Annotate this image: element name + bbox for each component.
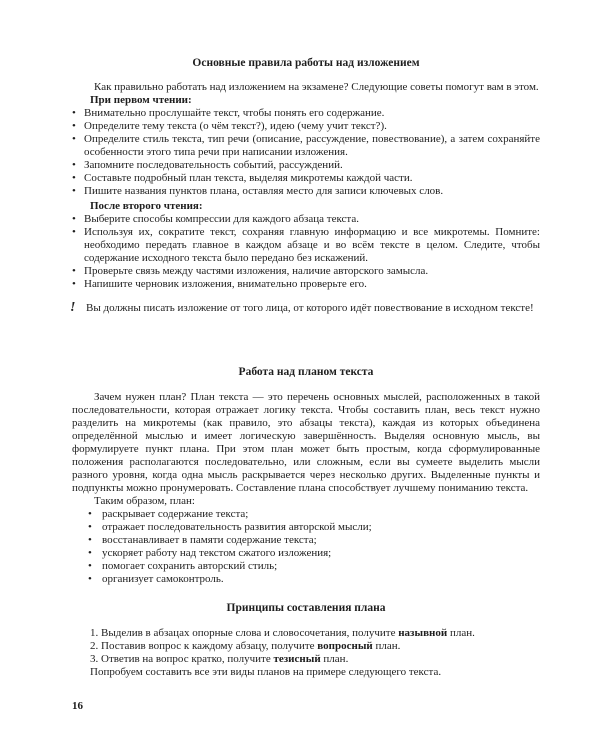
warning-note	[72, 302, 540, 315]
list-item: • ускоряет работу над текстом сжатого изложения;	[72, 547, 540, 560]
list-item: • Выберите способы компрессии для каждого абзаца текста.	[72, 213, 540, 226]
plan-functions-list	[72, 508, 540, 586]
subheading-first-reading: При первом чтении:	[90, 94, 192, 106]
section-title: Принципы составления плана	[226, 602, 386, 614]
plan-paragraph: Зачем нужен план? План текста — это перечень основных мыслей, расположенных в такой последовательности, которая отражает логику текста. Чтобы составить план, весь текст нужно разделить на микротемы (как правило, это абзацы текста), каждая из которых объединена определённой мыслью и имеет логическую завершённость. Выделяя основную мысль, вы формулируете пункт плана. При этом план может быть простым, когда сформулированные положения располагаются последовательно, или сложным, если вы сумеете выделить мысли разного уровня, когда одна мысль раскрывается через несколько других. Выделенные пункты и подпункты можно пронумеровать. Составление плана способствует лучшему пониманию текста.	[72, 391, 540, 494]
list-item: • Определите тему текста (о чём текст?), идею (чему учит текст?).	[72, 120, 540, 133]
principles-list	[72, 627, 540, 679]
plan-type: тезисный	[273, 653, 321, 665]
first-reading-list	[72, 107, 540, 198]
item-text: 1. Выделив в абзацах опорные слова и словосочетания, получите	[90, 627, 399, 639]
plan-type: вопросный	[317, 640, 373, 652]
list-item: • Составьте подробный план текста, выделяя микротемы каждой части.	[72, 172, 540, 185]
section-plan-principles	[72, 602, 540, 679]
list-item: • Запомните последовательность событий, рассуждений.	[72, 159, 540, 172]
item-text: план.	[372, 640, 401, 652]
list-item: • Используя их, сократите текст, сохраняя главную информацию и все микротемы. Помните: необходимо передать главное в каждом абзаце и во всём тексте в целом. Следите, чтобы содержание исходного текста было передано без искажений.	[72, 226, 540, 265]
list-item: • организует самоконтроль.	[72, 573, 540, 586]
list-item: • отражает последовательность развития авторской мысли;	[72, 521, 540, 534]
page-number: 16	[72, 700, 83, 712]
plan-type: назывной	[398, 627, 448, 639]
item-text: план.	[320, 653, 349, 665]
item-text: 3. Ответив на вопрос кратко, получите	[90, 653, 274, 665]
list-item: • Определите стиль текста, тип речи (описание, рассуждение, повествование), а затем сохраняйте особенности этого типа речи при написании изложения.	[72, 133, 540, 159]
list-item	[90, 653, 540, 666]
section-plan-work	[72, 366, 540, 586]
section-title: Работа над планом текста	[238, 366, 374, 378]
item-text: 2. Поставив вопрос к каждому абзацу, получите	[90, 640, 318, 652]
list-item: • раскрывает содержание текста;	[72, 508, 540, 521]
intro-paragraph: Как правильно работать над изложением на экзамене? Следующие советы помогут вам в этом.	[94, 81, 539, 93]
list-item: • Проверьте связь между частями изложения, наличие авторского замысла.	[72, 265, 540, 278]
list-item: • помогает сохранить авторский стиль;	[72, 560, 540, 573]
section-title: Основные правила работы над изложением	[192, 57, 420, 69]
note-text: Вы должны писать изложение от того лица, от которого идёт повествование в исходном тексте!	[86, 302, 534, 314]
list-item	[90, 640, 540, 653]
second-reading-list	[72, 213, 540, 291]
list-item: • восстанавливает в памяти содержание текста;	[72, 534, 540, 547]
plan-lead: Таким образом, план:	[94, 495, 195, 507]
list-item: • Пишите названия пунктов плана, оставляя место для записи ключевых слов.	[72, 185, 540, 198]
list-item: • Напишите черновик изложения, внимательно проверьте его.	[72, 278, 540, 291]
item-text: план.	[447, 627, 475, 639]
list-item: • Внимательно прослушайте текст, чтобы понять его содержание.	[72, 107, 540, 120]
subheading-second-reading: После второго чтения:	[90, 200, 203, 212]
exclamation-icon: !	[70, 300, 76, 315]
closing-text: Попробуем составить все эти виды планов на примере следующего текста.	[90, 666, 442, 678]
section-rules	[72, 57, 540, 315]
list-item	[90, 627, 540, 640]
